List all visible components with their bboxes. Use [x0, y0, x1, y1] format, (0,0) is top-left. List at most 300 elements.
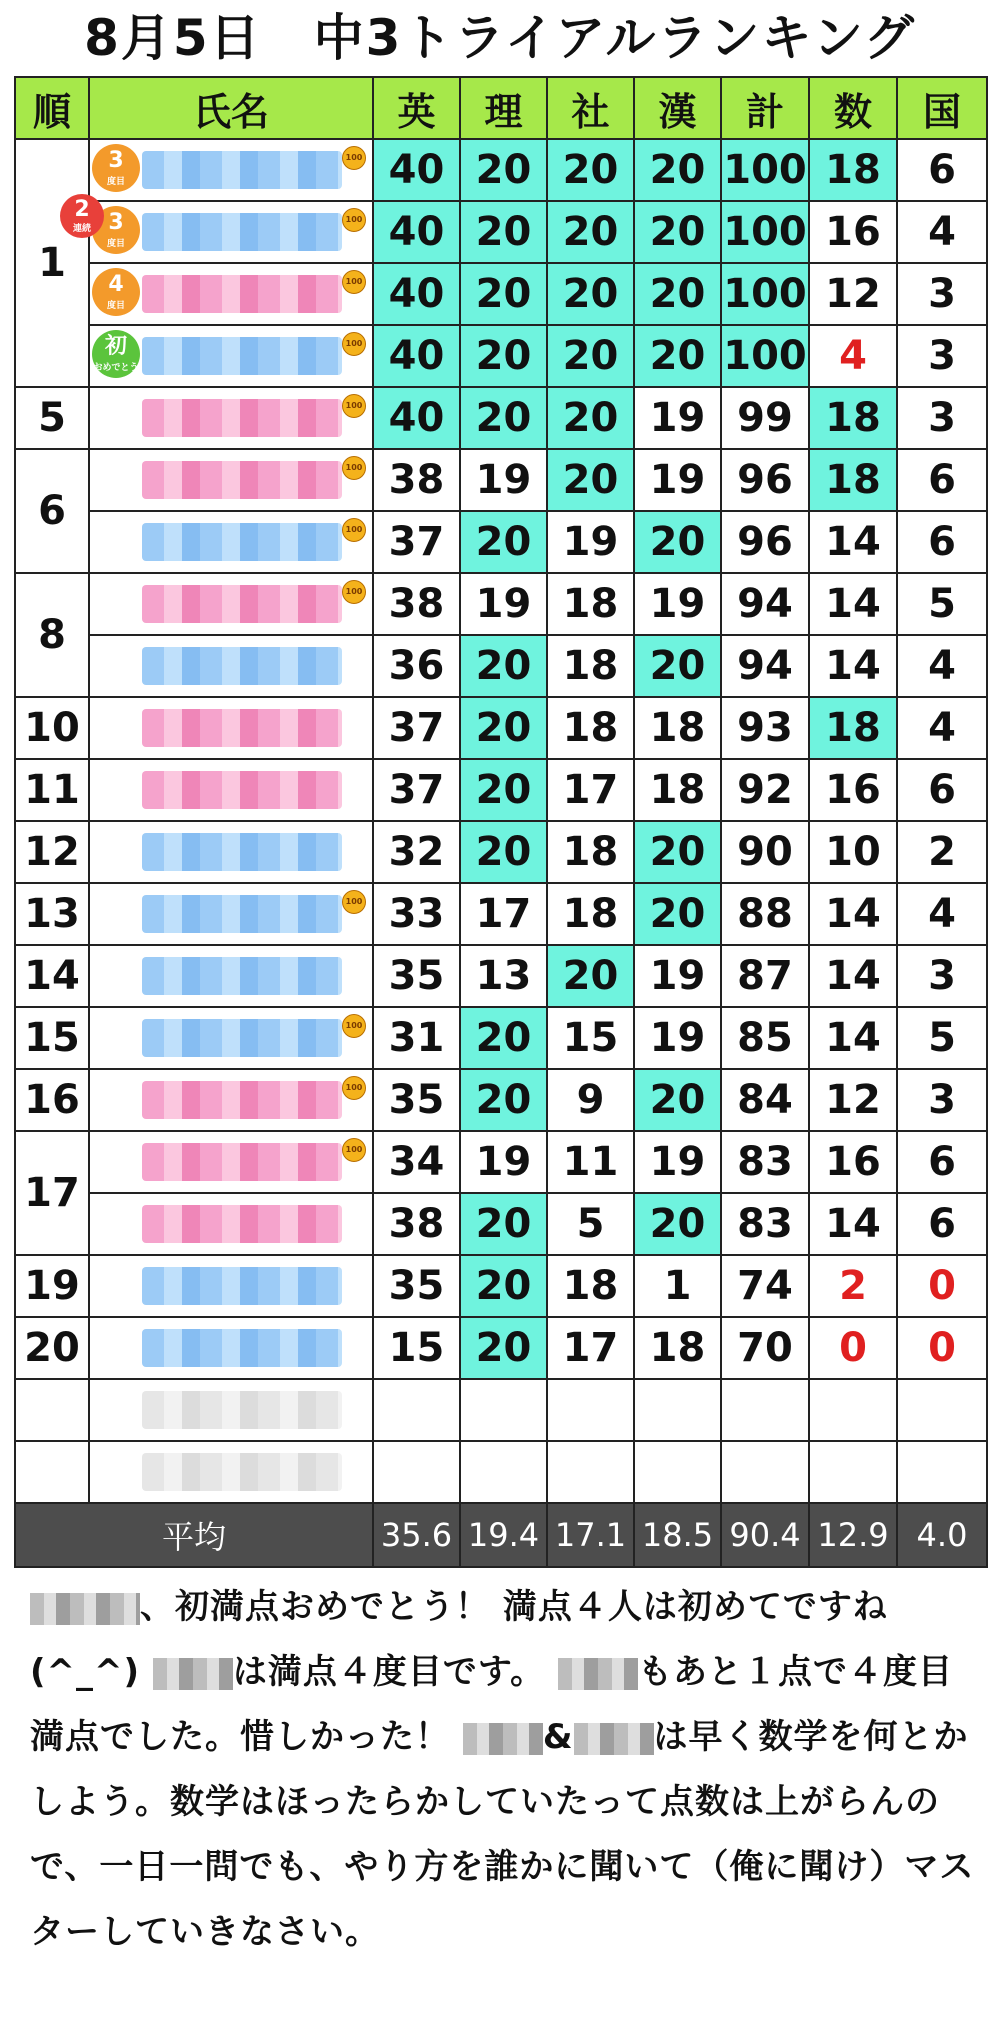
table-row — [15, 1255, 987, 1317]
name-cell — [89, 1379, 373, 1441]
redacted-name — [142, 1267, 342, 1305]
redacted-name — [463, 1723, 543, 1755]
redacted-name — [153, 1658, 233, 1690]
score-cell: 20 — [460, 1069, 547, 1131]
score-cell: 18 — [547, 1255, 634, 1317]
score-cell: 20 — [460, 1255, 547, 1317]
score-cell — [634, 1379, 721, 1441]
score-cell: 20 — [460, 201, 547, 263]
redacted-name — [142, 337, 342, 375]
score-cell: 40 — [373, 387, 460, 449]
score-cell: 14 — [809, 883, 897, 945]
ranking-table — [14, 76, 988, 1568]
average-cell: 12.9 — [809, 1503, 897, 1567]
badge-sub: 度目 — [106, 239, 125, 249]
score-cell: 18 — [547, 635, 634, 697]
score-cell: 20 — [634, 821, 721, 883]
score-cell: 94 — [721, 573, 809, 635]
score-cell — [460, 1441, 547, 1503]
score-cell: 3 — [897, 325, 987, 387]
medal-label: 100 — [342, 146, 366, 170]
score-cell: 20 — [634, 325, 721, 387]
rank-cell: 15 — [15, 1007, 89, 1069]
score-cell: 33 — [373, 883, 460, 945]
table-row — [15, 139, 987, 201]
streak-badge-icon — [92, 330, 140, 378]
score-cell: 20 — [460, 1007, 547, 1069]
score-cell: 20 — [460, 263, 547, 325]
medal-icon — [342, 1014, 366, 1040]
medal-label: 100 — [342, 456, 366, 480]
score-cell: 16 — [809, 201, 897, 263]
score-cell: 6 — [897, 139, 987, 201]
medal-label: 100 — [342, 1138, 366, 1162]
table-row — [15, 883, 987, 945]
table-row — [15, 1007, 987, 1069]
score-cell: 12 — [809, 263, 897, 325]
table-row — [15, 1441, 987, 1503]
score-cell: 20 — [460, 1193, 547, 1255]
score-cell: 14 — [809, 511, 897, 573]
score-cell: 3 — [897, 387, 987, 449]
redacted-name — [142, 1081, 342, 1119]
medal-icon — [342, 394, 366, 420]
redacted-name — [142, 523, 342, 561]
score-cell: 84 — [721, 1069, 809, 1131]
redacted-name — [142, 1453, 342, 1491]
redacted-name — [142, 709, 342, 747]
table-row — [15, 697, 987, 759]
medal-icon — [342, 1076, 366, 1102]
score-cell: 20 — [634, 1069, 721, 1131]
score-cell: 5 — [897, 573, 987, 635]
table-row — [15, 1069, 987, 1131]
header-rank: 順 — [15, 77, 89, 139]
name-cell — [89, 1317, 373, 1379]
medal-label: 100 — [342, 890, 366, 914]
score-cell: 32 — [373, 821, 460, 883]
score-cell: 87 — [721, 945, 809, 1007]
table-row — [15, 263, 987, 325]
score-cell: 3 — [897, 263, 987, 325]
average-label: 平均 — [15, 1503, 373, 1567]
redacted-name — [142, 833, 342, 871]
medal-icon — [342, 456, 366, 482]
score-cell: 36 — [373, 635, 460, 697]
score-cell: 93 — [721, 697, 809, 759]
table-row — [15, 945, 987, 1007]
score-cell: 37 — [373, 511, 460, 573]
rank-cell: 11 — [15, 759, 89, 821]
score-cell: 20 — [460, 759, 547, 821]
score-cell: 18 — [634, 1317, 721, 1379]
score-cell: 31 — [373, 1007, 460, 1069]
table-row — [15, 1193, 987, 1255]
score-cell: 35 — [373, 945, 460, 1007]
rank-cell: 5 — [15, 387, 89, 449]
medal-icon — [342, 146, 366, 172]
score-cell: 20 — [547, 449, 634, 511]
redacted-name — [142, 957, 342, 995]
table-row — [15, 449, 987, 511]
name-cell — [72, 197, 373, 263]
redacted-name — [142, 1329, 342, 1367]
score-cell: 20 — [460, 139, 547, 201]
score-cell: 34 — [373, 1131, 460, 1193]
score-cell: 20 — [460, 387, 547, 449]
redacted-name — [142, 151, 342, 189]
name-cell — [89, 387, 373, 449]
score-cell: 20 — [460, 697, 547, 759]
table-row — [15, 821, 987, 883]
streak-badge-icon — [92, 268, 140, 316]
badge-sub: おめでとう — [93, 363, 139, 373]
comment-part: & — [542, 1717, 574, 1757]
score-cell: 0 — [809, 1317, 897, 1379]
rank-cell: 1 — [15, 139, 89, 387]
header-english: 英 — [373, 77, 460, 139]
name-cell — [89, 697, 373, 759]
average-cell: 35.6 — [373, 1503, 460, 1567]
score-cell: 18 — [809, 139, 897, 201]
score-cell: 20 — [634, 883, 721, 945]
score-cell: 19 — [634, 387, 721, 449]
redacted-name — [142, 399, 342, 437]
name-cell — [89, 1007, 373, 1069]
rank-cell: 19 — [15, 1255, 89, 1317]
medal-icon — [342, 1138, 366, 1164]
score-cell: 19 — [634, 945, 721, 1007]
score-cell: 18 — [809, 697, 897, 759]
score-cell: 83 — [721, 1131, 809, 1193]
score-cell: 20 — [547, 945, 634, 1007]
score-cell: 20 — [460, 325, 547, 387]
badge-sub: 連続 — [72, 224, 91, 234]
score-cell: 13 — [460, 945, 547, 1007]
badge-sub: 度目 — [106, 301, 125, 311]
header-math: 数 — [809, 77, 897, 139]
name-cell — [89, 635, 373, 697]
average-row — [15, 1503, 987, 1567]
medal-label: 100 — [342, 1076, 366, 1100]
table-row — [15, 1131, 987, 1193]
score-cell: 100 — [721, 325, 809, 387]
score-cell: 40 — [373, 139, 460, 201]
name-cell — [89, 139, 373, 201]
score-cell: 18 — [634, 697, 721, 759]
average-cell: 90.4 — [721, 1503, 809, 1567]
name-cell — [89, 883, 373, 945]
score-cell: 18 — [547, 697, 634, 759]
name-cell — [89, 1069, 373, 1131]
score-cell: 19 — [460, 449, 547, 511]
score-cell: 20 — [460, 511, 547, 573]
redacted-name — [142, 275, 342, 313]
score-cell: 38 — [373, 449, 460, 511]
score-cell: 17 — [547, 1317, 634, 1379]
name-cell — [89, 449, 373, 511]
score-cell: 1 — [634, 1255, 721, 1317]
name-cell — [89, 1131, 373, 1193]
score-cell: 20 — [634, 635, 721, 697]
score-cell: 14 — [809, 635, 897, 697]
score-cell: 6 — [897, 1131, 987, 1193]
score-cell: 6 — [897, 1193, 987, 1255]
redacted-name — [142, 213, 342, 251]
score-cell: 19 — [634, 573, 721, 635]
medal-icon — [342, 270, 366, 296]
score-cell: 96 — [721, 511, 809, 573]
score-cell: 15 — [547, 1007, 634, 1069]
score-cell: 20 — [634, 1193, 721, 1255]
medal-label: 100 — [342, 270, 366, 294]
comment-text — [30, 1575, 975, 1965]
score-cell: 40 — [373, 201, 460, 263]
header-japanese: 国 — [897, 77, 987, 139]
score-cell: 4 — [897, 883, 987, 945]
average-cell: 4.0 — [897, 1503, 987, 1567]
score-cell — [809, 1441, 897, 1503]
name-cell — [89, 821, 373, 883]
score-cell: 37 — [373, 697, 460, 759]
score-cell: 100 — [721, 201, 809, 263]
table-row — [15, 387, 987, 449]
score-cell: 5 — [547, 1193, 634, 1255]
comment-part: は満点４度目です。 — [232, 1652, 546, 1692]
average-cell: 18.5 — [634, 1503, 721, 1567]
rank-cell: 14 — [15, 945, 89, 1007]
score-cell — [897, 1441, 987, 1503]
medal-label: 100 — [342, 208, 366, 232]
score-cell: 18 — [809, 387, 897, 449]
rank-cell — [15, 1379, 89, 1441]
consecutive-badge-icon — [60, 194, 104, 238]
score-cell: 88 — [721, 883, 809, 945]
score-cell: 2 — [809, 1255, 897, 1317]
rank-cell: 17 — [15, 1131, 89, 1255]
table-row — [15, 1317, 987, 1379]
score-cell: 4 — [897, 201, 987, 263]
score-cell: 70 — [721, 1317, 809, 1379]
score-cell: 85 — [721, 1007, 809, 1069]
score-cell: 20 — [460, 635, 547, 697]
comment-part: 、初満点おめでとう！ 満点４人は初めてですね(^_^) — [30, 1587, 888, 1692]
score-cell: 20 — [547, 263, 634, 325]
score-cell: 11 — [547, 1131, 634, 1193]
header-science: 理 — [460, 77, 547, 139]
average-cell: 17.1 — [547, 1503, 634, 1567]
redacted-name — [142, 1391, 342, 1429]
comment-part: もあと１点で４度目満点でした。惜しかった！ — [30, 1652, 954, 1757]
medal-icon — [342, 208, 366, 234]
score-cell: 19 — [547, 511, 634, 573]
name-cell — [89, 1441, 373, 1503]
name-cell — [89, 945, 373, 1007]
score-cell: 5 — [897, 1007, 987, 1069]
header-name: 氏名 — [89, 77, 373, 139]
score-cell: 99 — [721, 387, 809, 449]
score-cell: 19 — [460, 573, 547, 635]
rank-cell: 8 — [15, 573, 89, 697]
name-cell — [89, 573, 373, 635]
name-cell — [89, 759, 373, 821]
score-cell: 20 — [547, 139, 634, 201]
table-row — [15, 201, 987, 263]
score-cell — [373, 1441, 460, 1503]
score-cell — [809, 1379, 897, 1441]
badge-number: 3 — [108, 148, 124, 173]
redacted-name — [142, 771, 342, 809]
score-cell: 19 — [634, 449, 721, 511]
name-cell — [89, 263, 373, 325]
name-cell — [89, 1255, 373, 1317]
score-cell — [547, 1441, 634, 1503]
score-cell: 16 — [809, 759, 897, 821]
table-row — [15, 635, 987, 697]
redacted-name — [142, 1143, 342, 1181]
rank-cell — [15, 1441, 89, 1503]
header-kanji: 漢 — [634, 77, 721, 139]
score-cell: 20 — [634, 511, 721, 573]
score-cell: 6 — [897, 759, 987, 821]
score-cell — [460, 1379, 547, 1441]
badge-sub: 度目 — [106, 177, 125, 187]
score-cell: 37 — [373, 759, 460, 821]
score-cell: 10 — [809, 821, 897, 883]
score-cell: 12 — [809, 1069, 897, 1131]
page-title: 8月5日 中3トライアルランキング — [84, 9, 916, 67]
redacted-name — [30, 1593, 140, 1625]
table-row — [15, 325, 987, 387]
badge-number: 4 — [108, 272, 124, 297]
score-cell: 14 — [809, 573, 897, 635]
medal-icon — [342, 332, 366, 358]
table-row — [15, 511, 987, 573]
score-cell: 18 — [547, 821, 634, 883]
score-cell: 14 — [809, 1193, 897, 1255]
streak-badge-icon — [92, 144, 140, 192]
score-cell: 20 — [460, 821, 547, 883]
table-header-row — [15, 77, 987, 139]
score-cell: 18 — [547, 573, 634, 635]
score-cell: 19 — [460, 1131, 547, 1193]
medal-label: 100 — [342, 1014, 366, 1038]
score-cell — [721, 1379, 809, 1441]
score-cell: 0 — [897, 1255, 987, 1317]
score-cell: 35 — [373, 1069, 460, 1131]
score-cell: 94 — [721, 635, 809, 697]
name-cell — [89, 325, 373, 387]
redacted-name — [142, 1019, 342, 1057]
score-cell: 38 — [373, 1193, 460, 1255]
score-cell: 4 — [897, 635, 987, 697]
score-cell: 6 — [897, 511, 987, 573]
redacted-name — [142, 647, 342, 685]
redacted-name — [142, 895, 342, 933]
score-cell: 16 — [809, 1131, 897, 1193]
score-cell — [897, 1379, 987, 1441]
header-total: 計 — [721, 77, 809, 139]
score-cell — [721, 1441, 809, 1503]
score-cell: 20 — [547, 325, 634, 387]
score-cell — [634, 1441, 721, 1503]
rank-cell: 12 — [15, 821, 89, 883]
score-cell: 100 — [721, 263, 809, 325]
rank-cell: 16 — [15, 1069, 89, 1131]
redacted-name — [558, 1658, 638, 1690]
rank-cell: 10 — [15, 697, 89, 759]
score-cell: 92 — [721, 759, 809, 821]
score-cell: 4 — [897, 697, 987, 759]
score-cell: 9 — [547, 1069, 634, 1131]
name-cell — [89, 511, 373, 573]
score-cell: 100 — [721, 139, 809, 201]
header-social: 社 — [547, 77, 634, 139]
rank-cell: 20 — [15, 1317, 89, 1379]
badge-number: 初 — [104, 334, 127, 359]
medal-label: 100 — [342, 580, 366, 604]
medal-label: 100 — [342, 394, 366, 418]
redacted-name — [142, 461, 342, 499]
score-cell: 20 — [634, 263, 721, 325]
redacted-name — [142, 585, 342, 623]
redacted-name — [142, 1205, 342, 1243]
score-cell: 20 — [547, 387, 634, 449]
medal-icon — [342, 890, 366, 916]
score-cell: 3 — [897, 1069, 987, 1131]
badge-number: 3 — [108, 210, 124, 235]
score-cell: 74 — [721, 1255, 809, 1317]
score-cell: 14 — [809, 1007, 897, 1069]
name-cell — [89, 1193, 373, 1255]
score-cell: 90 — [721, 821, 809, 883]
medal-label: 100 — [342, 518, 366, 542]
medal-label: 100 — [342, 332, 366, 356]
score-cell: 40 — [373, 263, 460, 325]
score-cell: 35 — [373, 1255, 460, 1317]
rank-cell: 13 — [15, 883, 89, 945]
medal-icon — [342, 580, 366, 606]
table-row — [15, 573, 987, 635]
score-cell — [547, 1379, 634, 1441]
score-cell: 20 — [547, 201, 634, 263]
badge-number: 2 — [74, 197, 90, 222]
table-row — [15, 759, 987, 821]
score-cell: 6 — [897, 449, 987, 511]
score-cell: 18 — [634, 759, 721, 821]
score-cell: 17 — [547, 759, 634, 821]
score-cell: 38 — [373, 573, 460, 635]
score-cell: 2 — [897, 821, 987, 883]
score-cell: 19 — [634, 1007, 721, 1069]
comment-part: は早く数学を何とかしよう。数学はほったらかしていたって点数は上がらんので、一日一問でも、やり方を誰かに聞いて（俺に聞け）マスターしていきなさい。 — [30, 1717, 975, 1952]
score-cell: 17 — [460, 883, 547, 945]
score-cell: 4 — [809, 325, 897, 387]
score-cell: 19 — [634, 1131, 721, 1193]
score-cell: 40 — [373, 325, 460, 387]
score-cell: 20 — [460, 1317, 547, 1379]
score-cell: 0 — [897, 1317, 987, 1379]
score-cell: 18 — [809, 449, 897, 511]
medal-icon — [342, 518, 366, 544]
score-cell: 20 — [634, 139, 721, 201]
score-cell: 18 — [547, 883, 634, 945]
table-row — [15, 1379, 987, 1441]
score-cell: 3 — [897, 945, 987, 1007]
redacted-name — [574, 1723, 654, 1755]
score-cell: 20 — [634, 201, 721, 263]
score-cell — [373, 1379, 460, 1441]
